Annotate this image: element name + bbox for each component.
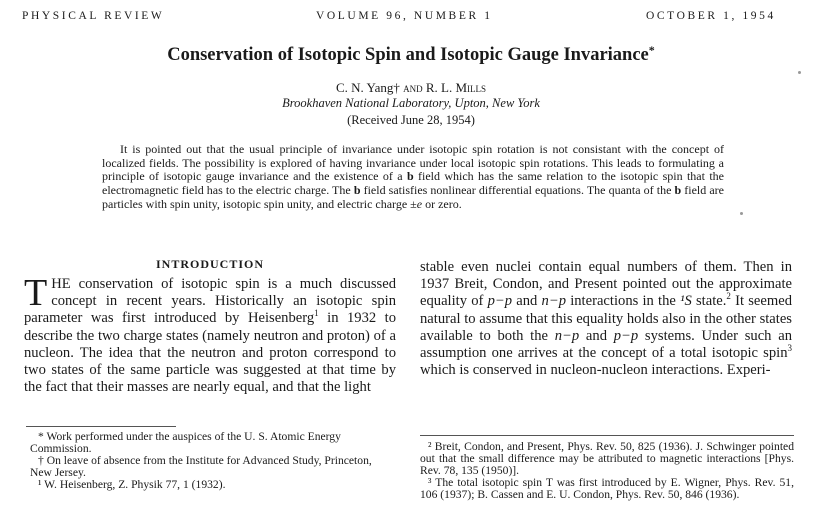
intro-left-column: THE conservation of isotopic spin is a much discussed concept in recent years. Historically an isotopic spin parameter was first introduced by Heisenberg$^1$ in 1932 to describe the two charge states (namely neutron and proton) of a nucleon. The idea that the neutron and proton correspond to two states of the same particle was suggested at that time by the fact that their masses are nearly equal, and that the light — [24, 272, 396, 396]
author-mills: R. L. Mills — [425, 80, 487, 95]
footnotes-left — [30, 431, 396, 491]
journal-name: PHYSICAL REVIEW — [22, 10, 165, 22]
dagger-mark: † — [393, 80, 400, 95]
author-line — [0, 80, 822, 96]
drop-cap: T — [24, 272, 48, 314]
footnote-ref-3: 3 — [787, 343, 792, 354]
footnote-3: ³ The total isotopic spin T was first introduced by E. Wigner, Phys. Rev. 51, 106 (1937); B. Cassen and E. U. Condon, Phys. Rev. 50, 846 (1936). — [420, 476, 794, 501]
b-field-symbol: b — [406, 169, 414, 184]
volume-number: VOLUME 96, NUMBER 1 — [316, 10, 493, 22]
footnote-ref-2: 2 — [726, 291, 731, 302]
footnote-divider-left — [26, 426, 176, 427]
section-heading-introduction: INTRODUCTION — [155, 257, 264, 271]
author-conjunction: and — [403, 80, 423, 95]
b-field-symbol: b — [674, 183, 682, 198]
scan-speck — [798, 71, 801, 74]
footnote-1: ¹ W. Heisenberg, Z. Physik 77, 1 (1932). — [38, 478, 226, 491]
received-date: (Received June 28, 1954) — [347, 113, 475, 127]
b-field-symbol: b — [353, 183, 361, 198]
abstract: It is pointed out that the usual principle of invariance under isotopic spin rotation is not consistant with the concept of localized fields. The possibility is explored of having invariance under local isotopic spin rotations. This leads to formulating a principle of isotopic gauge invariance and the existence of a b field which has the same relation to the isotopic spin that the electromagnetic field has to the electric charge. The b field satisfies nonlinear differential equations. The quanta of the b field are particles with spin unity, isotopic spin unity, and electric charge ±e or zero. — [102, 142, 725, 211]
author-yang: C. N. Yang — [335, 80, 394, 95]
paper-title — [0, 45, 822, 66]
scan-speck — [740, 212, 743, 215]
footnote-2: ² Breit, Condon, and Present, Phys. Rev. 50, 825 (1936). J. Schwinger pointed out that the small difference may be attributed to magnetic interactions [Phys. Rev. 78, 135 (1950)]. — [420, 440, 794, 477]
paper-title-text: Conservation of Isotopic Spin and Isotopic Gauge Invariance — [167, 45, 649, 65]
issue-date: OCTOBER 1, 1954 — [646, 10, 776, 22]
charge-symbol: e — [416, 196, 423, 211]
title-footnote-mark: * — [648, 43, 655, 57]
footnote-divider-right — [420, 435, 794, 436]
footnote-dagger: † On leave of absence from the Institute for Advanced Study, Princeton, New Jersey. — [30, 454, 372, 479]
affiliation: Brookhaven National Laboratory, Upton, New York — [282, 96, 540, 110]
intro-right-column: stable even nuclei contain equal numbers of them. Then in 1937 Breit, Condon, and Present pointed out the approximate equality of p−p and n−p interactions in the ¹S state.$^2$ It seemed natural to assume that this equality holds also in the other states available to both the n−p and p−p systems. Under such an assumption one arrives at the concept of a total isotopic spin$^3$ which is conserved in nucleon-nucleon interactions. Experi- — [420, 259, 792, 379]
footnote-ref-1: 1 — [314, 308, 319, 319]
footnote-funding: * Work performed under the auspices of the U. S. Atomic Energy Commission. — [30, 430, 341, 455]
footnotes-right — [420, 441, 794, 501]
